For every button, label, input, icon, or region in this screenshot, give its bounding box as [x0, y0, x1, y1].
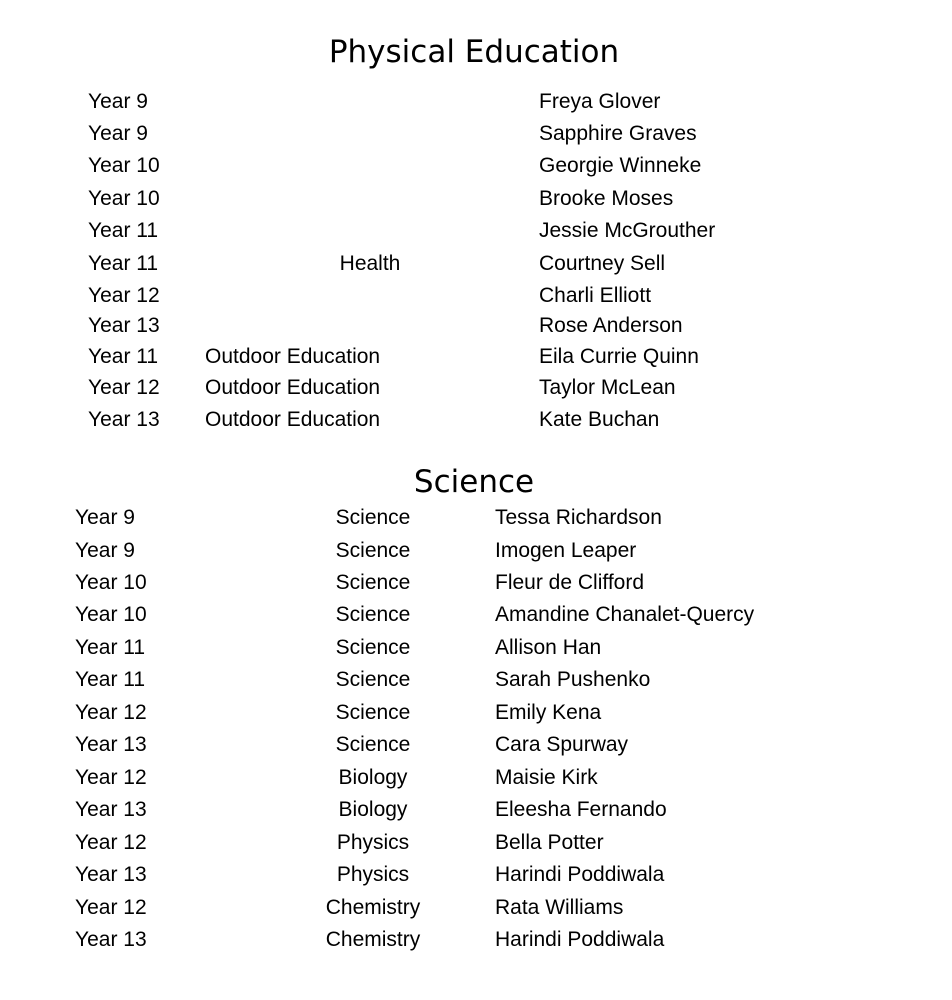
science-row	[0, 536, 952, 566]
name-cell: Harindi Poddiwala	[495, 928, 665, 951]
science-row	[0, 893, 952, 923]
science-row	[0, 633, 952, 663]
subject-cell: Biology	[338, 766, 408, 789]
year-cell: Year 9	[75, 539, 135, 562]
science-row	[0, 600, 952, 630]
name-cell: Maisie Kirk	[495, 766, 598, 789]
subject-cell: Science	[335, 506, 411, 529]
name-cell: Taylor McLean	[539, 376, 676, 399]
year-cell: Year 9	[88, 122, 148, 145]
year-cell: Year 13	[75, 733, 147, 756]
year-cell: Year 12	[88, 284, 160, 307]
year-cell: Year 13	[75, 863, 147, 886]
year-cell: Year 11	[88, 219, 159, 242]
science-row	[0, 698, 952, 728]
subject-cell: Health	[339, 252, 401, 275]
name-cell: Allison Han	[495, 636, 602, 659]
name-cell: Amandine Chanalet-Quercy	[495, 603, 755, 626]
name-cell: Jessie McGrouther	[539, 219, 716, 242]
name-cell: Fleur de Clifford	[495, 571, 645, 594]
name-cell: Brooke Moses	[539, 187, 674, 210]
name-cell: Harindi Poddiwala	[495, 863, 665, 886]
year-cell: Year 11	[75, 668, 146, 691]
name-cell: Freya Glover	[539, 90, 661, 113]
name-cell: Sarah Pushenko	[495, 668, 651, 691]
science-row	[0, 730, 952, 760]
name-cell: Eleesha Fernando	[495, 798, 667, 821]
subject-cell: Chemistry	[325, 896, 421, 919]
science-row	[0, 665, 952, 695]
year-cell: Year 12	[88, 376, 160, 399]
year-cell: Year 11	[75, 636, 146, 659]
science-row	[0, 860, 952, 890]
name-cell: Imogen Leaper	[495, 539, 637, 562]
subject-cell: Science	[335, 636, 411, 659]
name-cell: Tessa Richardson	[495, 506, 662, 529]
name-cell: Rata Williams	[495, 896, 624, 919]
year-cell: Year 13	[88, 408, 160, 431]
year-cell: Year 12	[75, 701, 147, 724]
subject-cell: Chemistry	[325, 928, 421, 951]
pe-row	[0, 119, 952, 149]
subject-cell: Science	[335, 539, 411, 562]
subject-cell: Science	[335, 603, 411, 626]
science-row	[0, 568, 952, 598]
science-row	[0, 763, 952, 793]
pe-row	[0, 405, 952, 435]
subject-cell: Outdoor Education	[205, 376, 381, 399]
subject-cell: Science	[335, 701, 411, 724]
year-cell: Year 11	[88, 252, 159, 275]
year-cell: Year 13	[88, 314, 160, 337]
pe-row	[0, 249, 952, 279]
year-cell: Year 10	[75, 603, 147, 626]
name-cell: Emily Kena	[495, 701, 602, 724]
year-cell: Year 10	[75, 571, 147, 594]
name-cell: Eila Currie Quinn	[539, 345, 699, 368]
name-cell: Rose Anderson	[539, 314, 683, 337]
name-cell: Sapphire Graves	[539, 122, 697, 145]
subject-cell: Science	[335, 668, 411, 691]
year-cell: Year 10	[88, 154, 160, 177]
name-cell: Courtney Sell	[539, 252, 666, 275]
year-cell: Year 13	[75, 928, 147, 951]
science-row	[0, 828, 952, 858]
science-row	[0, 503, 952, 533]
year-cell: Year 11	[88, 345, 159, 368]
science-row	[0, 795, 952, 825]
year-cell: Year 12	[75, 896, 147, 919]
name-cell: Cara Spurway	[495, 733, 629, 756]
name-cell: Charli Elliott	[539, 284, 652, 307]
year-cell: Year 10	[88, 187, 160, 210]
pe-row	[0, 151, 952, 181]
pe-row	[0, 373, 952, 403]
year-cell: Year 13	[75, 798, 147, 821]
science-row	[0, 925, 952, 955]
year-cell: Year 9	[75, 506, 135, 529]
pe-section-title: Physical Education	[328, 34, 620, 70]
year-cell: Year 12	[75, 766, 147, 789]
subject-cell: Physics	[336, 831, 410, 854]
year-cell: Year 12	[75, 831, 147, 854]
pe-row	[0, 342, 952, 372]
name-cell: Bella Potter	[495, 831, 604, 854]
subject-cell: Biology	[338, 798, 408, 821]
science-section-title: Science	[413, 464, 535, 500]
name-cell: Georgie Winneke	[539, 154, 702, 177]
pe-row	[0, 281, 952, 311]
pe-row	[0, 216, 952, 246]
subject-cell: Physics	[336, 863, 410, 886]
subject-cell: Outdoor Education	[205, 345, 381, 368]
subject-cell: Science	[335, 571, 411, 594]
pe-row	[0, 311, 952, 341]
pe-row	[0, 87, 952, 117]
pe-row	[0, 184, 952, 214]
name-cell: Kate Buchan	[539, 408, 660, 431]
year-cell: Year 9	[88, 90, 148, 113]
subject-cell: Outdoor Education	[205, 408, 381, 431]
subject-cell: Science	[335, 733, 411, 756]
